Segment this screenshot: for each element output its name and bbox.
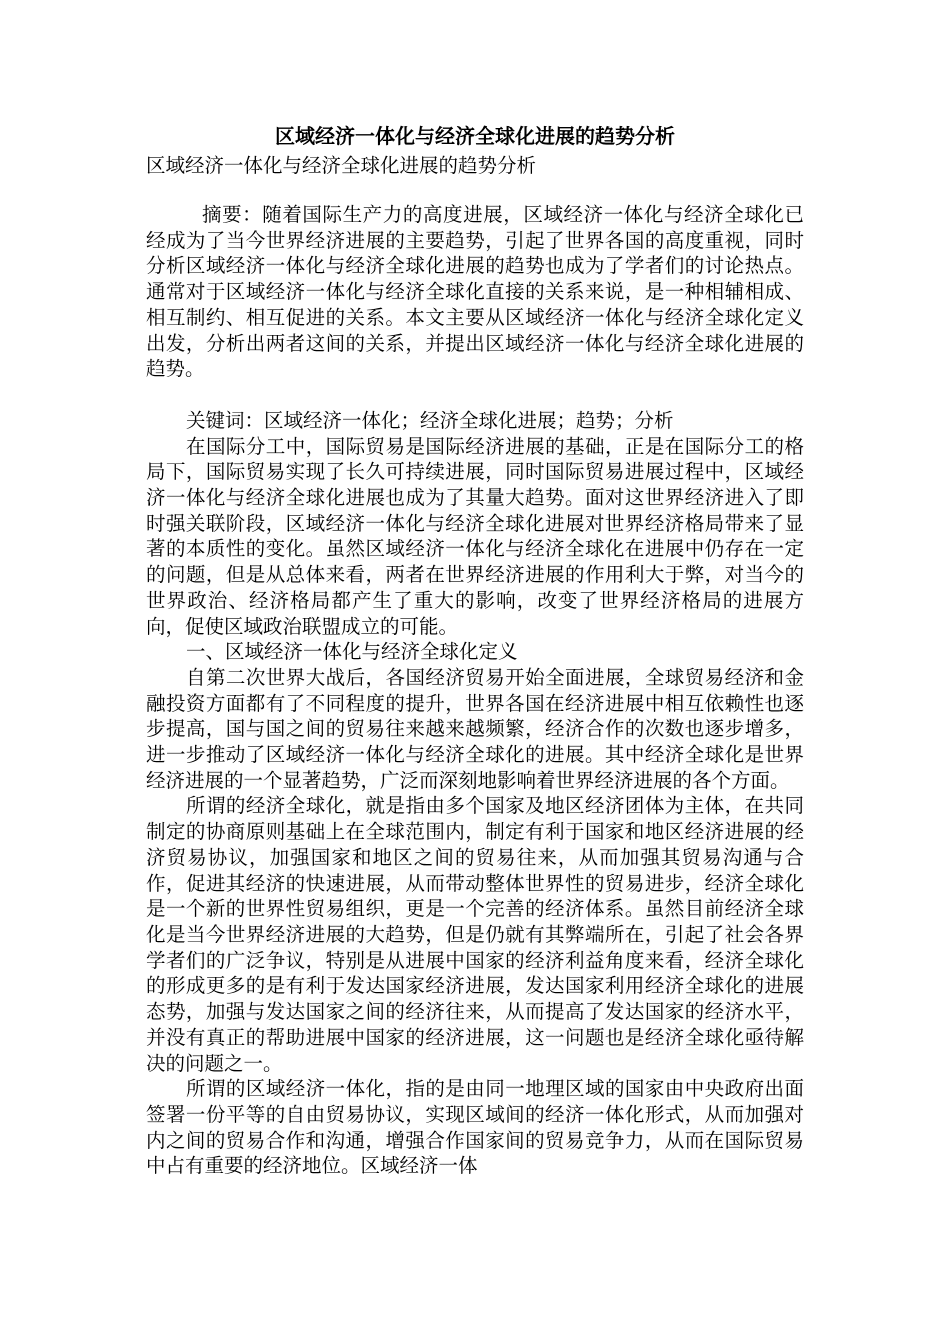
document-title: 区域经济一体化与经济全球化进展的趋势分析 — [275, 124, 675, 148]
abstract-paragraph: 摘要：随着国际生产力的高度进展，区域经济一体化与经济全球化已经成为了当今世界经济进展的主要趋势，引起了世界各国的高度重视，同时分析区域经济一体化与经济全球化进展的趋势也成为了学者们的讨论热点。通常对于区域经济一体化与经济全球化直接的关系来说，是一种相辅相成、相互制约、相互促进的关系。本文主要从区域经济一体化与经济全球化定义出发，分析出两者这间的关系，并提出区域经济一体化与经济全球化进展的趋势。 — [146, 203, 804, 381]
blank-line — [146, 178, 804, 202]
body-paragraph: 所谓的区域经济一体化，指的是由同一地理区域的国家由中央政府出面签署一份平等的自由贸易协议，实现区域间的经济一体化形式，从而加强对内之间的贸易合作和沟通，增强合作国家间的贸易竞争力，从而在国际贸易中占有重要的经济地位。区域经济一体 — [146, 1077, 804, 1178]
document-subtitle: 区域经济一体化与经济全球化进展的趋势分析 — [146, 154, 537, 177]
blank-line — [146, 382, 804, 408]
body-paragraph: 自第二次世界大战后，各国经济贸易开始全面进展，全球贸易经济和金融投资方面都有了不同程度的提升，世界各国在经济进展中相互依赖性也逐步提高，国与国之间的贸易往来越来越频繁，经济合作的次数也逐步增多，进一步推动了区域经济一体化与经济全球化的进展。其中经济全球化是世界经济进展的一个显著趋势，广泛而深刻地影响着世界经济进展的各个方面。 — [146, 665, 804, 792]
body-paragraph: 所谓的经济全球化，就是指由多个国家及地区经济团体为主体，在共同制定的协商原则基础上在全球范围内，制定有利于国家和地区经济进展的经济贸易协议，加强国家和地区之间的贸易往来，从而加强其贸易沟通与合作，促进其经济的快速进展，从而带动整体世界性的贸易进步，经济全球化是一个新的世界性贸易组织，更是一个完善的经济体系。虽然目前经济全球化是当今世界经济进展的大趋势，但是仍就有其弊端所在，引起了社会各界学者们的广泛争议，特别是从进展中国家的经济利益角度来看，经济全球化的形成更多的是有利于发达国家经济进展，发达国家利用经济全球化的进展态势，加强与发达国家之间的经济往来，从而提高了发达国家的经济水平，并没有真正的帮助进展中国家的经济进展，这一问题也是经济全球化亟待解决的问题之一。 — [146, 794, 804, 1075]
intro-paragraph: 在国际分工中，国际贸易是国际经济进展的基础，正是在国际分工的格局下，国际贸易实现了长久可持续进展，同时国际贸易进展过程中，区域经济一体化与经济全球化进展也成为了其量大趋势。面对这世界经济进入了即时强关联阶段，区域经济一体化与经济全球化进展对世界经济格局带来了显著的本质性的变化。虽然区域经济一体化与经济全球化在进展中仍存在一定的问题，但是从总体来看，两者在世界经济进展的作用利大于弊，对当今的世界政治、经济格局都产生了重大的影响，改变了世界经济格局的进展方向，促使区域政治联盟成立的可能。 — [146, 434, 804, 638]
keywords-line: 关键词：区域经济一体化；经济全球化进展；趋势；分析 — [186, 408, 674, 432]
document-page — [146, 118, 804, 1179]
section-heading: 一、区域经济一体化与经济全球化定义 — [186, 640, 518, 664]
